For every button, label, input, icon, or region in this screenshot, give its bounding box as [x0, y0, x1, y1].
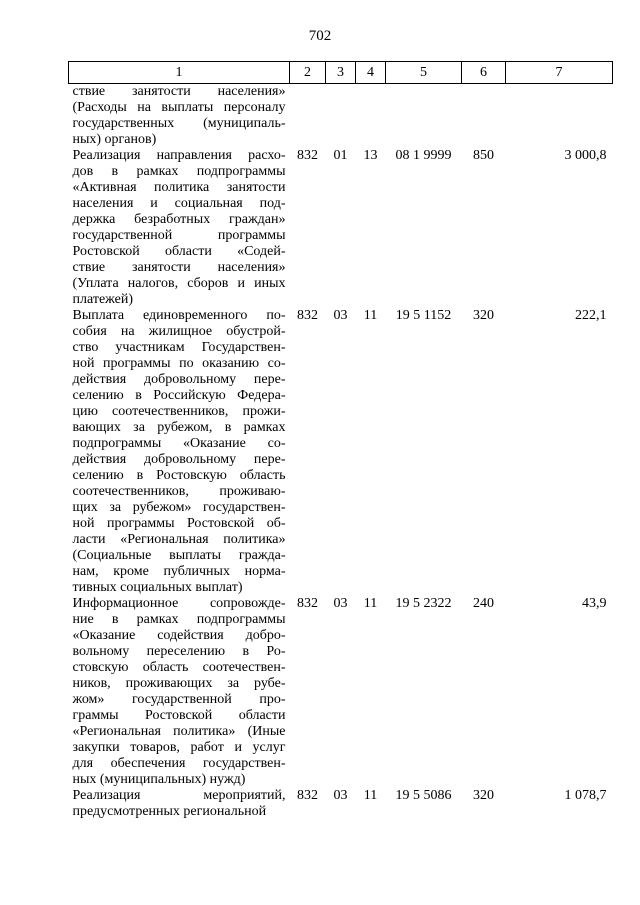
- row-description: [69, 596, 290, 788]
- description-line: селению в Ростовскую область: [72, 468, 286, 483]
- description-line: ных (муниципальных) нужд): [72, 772, 246, 787]
- cell-col-4: 11: [363, 308, 378, 323]
- cell-col-7: 43,9: [582, 596, 607, 611]
- header-col-6: 6: [462, 62, 506, 84]
- description-line: ние в рамках подпрограммы: [72, 612, 286, 627]
- description-line: ной программы по оказанию со-: [72, 356, 286, 371]
- row-description: [69, 788, 290, 820]
- table-row: [69, 148, 613, 308]
- description-line: ласти «Региональная политика»: [72, 532, 286, 547]
- cell-col-6: 240: [473, 596, 494, 611]
- description-line: «Региональная политика» (Иные: [72, 724, 286, 739]
- cell-col-4: 11: [363, 788, 378, 803]
- header-col-7: 7: [506, 62, 613, 84]
- cell-col-6: [462, 84, 506, 149]
- header-col-3: 3: [326, 62, 356, 84]
- cell-col-2: 832: [297, 148, 318, 163]
- cell-col-6: 320: [473, 788, 494, 803]
- description-line: держка безработных граждан»: [72, 212, 286, 227]
- description-line: «Оказание содействия добро-: [72, 628, 286, 643]
- cell-col-4: 11: [363, 596, 378, 611]
- description-line: ных) органов): [72, 132, 157, 147]
- table-body: [69, 84, 613, 821]
- cell-col-3: 03: [333, 308, 348, 323]
- cell-col-2: 832: [297, 788, 318, 803]
- description-line: (Уплата налогов, сборов и иных: [72, 276, 286, 291]
- description-line: ников, проживающих за рубе-: [72, 676, 286, 691]
- table-row: [69, 596, 613, 788]
- description-line: действия добровольному пере-: [72, 452, 286, 467]
- description-line: Информационное сопровожде-: [72, 596, 286, 611]
- cell-col-3: 01: [333, 148, 348, 163]
- cell-col-6: 850: [473, 148, 494, 163]
- description-line: щих за рубежом» государствен-: [72, 500, 286, 515]
- cell-col-2: 832: [297, 596, 318, 611]
- description-line: жом» государственной про-: [72, 692, 286, 707]
- description-line: государственной программы: [72, 228, 286, 243]
- description-line: закупки товаров, работ и услуг: [72, 740, 286, 755]
- description-line: ствие занятости населения»: [72, 84, 286, 99]
- description-line: действия добровольному пере-: [72, 372, 286, 387]
- description-line: населения и социальная под-: [72, 196, 286, 211]
- description-line: (Социальные выплаты гражда-: [72, 548, 286, 563]
- cell-col-7: 222,1: [575, 308, 607, 323]
- header-col-1: 1: [69, 62, 290, 84]
- description-line: предусмотренных региональной: [72, 804, 267, 819]
- page-number: 702: [308, 28, 332, 44]
- cell-col-3: 03: [333, 596, 348, 611]
- description-line: «Активная политика занятости: [72, 180, 286, 195]
- table-row: [69, 308, 613, 596]
- description-line: нам, кроме публичных норма-: [72, 564, 286, 579]
- cell-col-5: 08 1 9999: [395, 148, 452, 163]
- description-line: Выплата единовременного по-: [72, 308, 286, 323]
- cell-col-5: 19 5 1152: [395, 308, 452, 323]
- header-col-2: 2: [290, 62, 326, 84]
- description-line: граммы Ростовской области: [72, 708, 286, 723]
- cell-col-2: 832: [297, 308, 318, 323]
- cell-col-7: 1 078,7: [564, 788, 607, 803]
- cell-col-7: 3 000,8: [564, 148, 607, 163]
- table-row: [69, 84, 613, 149]
- description-line: селению в Российскую Федера-: [72, 388, 286, 403]
- description-line: для обеспечения государствен-: [72, 756, 286, 771]
- cell-col-6: 320: [473, 308, 494, 323]
- description-line: Реализация мероприятий,: [72, 788, 286, 803]
- cell-col-3: 03: [333, 788, 348, 803]
- table-header-row: [69, 62, 613, 84]
- description-line: ной программы Ростовской об-: [72, 516, 286, 531]
- description-line: Ростовской области «Содей-: [72, 244, 286, 259]
- description-line: собия на жилищное обустрой-: [72, 324, 286, 339]
- cell-col-5: [386, 84, 462, 149]
- description-line: вающих за рубежом, в рамках: [72, 420, 286, 435]
- description-line: дов в рамках подпрограммы: [72, 164, 286, 179]
- description-line: подпрограммы «Оказание со-: [72, 436, 286, 451]
- description-line: соотечественников, проживаю-: [72, 484, 286, 499]
- description-line: стовскую область соотечествен-: [72, 660, 286, 675]
- header-col-4: 4: [356, 62, 386, 84]
- cell-col-2: [290, 84, 326, 149]
- cell-col-4: [356, 84, 386, 149]
- cell-col-3: [326, 84, 356, 149]
- row-description: [69, 148, 290, 308]
- table-row: [69, 788, 613, 820]
- cell-col-7: [506, 84, 613, 149]
- description-line: государственных (муниципаль-: [72, 116, 286, 131]
- description-line: ство участникам Государствен-: [72, 340, 286, 355]
- budget-table: [68, 61, 613, 820]
- description-line: платежей): [72, 292, 134, 307]
- description-line: (Расходы на выплаты персоналу: [72, 100, 286, 115]
- cell-col-5: 19 5 5086: [395, 788, 452, 803]
- description-line: ствие занятости населения»: [72, 260, 286, 275]
- description-line: цию соотечественников, прожи-: [72, 404, 286, 419]
- header-col-5: 5: [386, 62, 462, 84]
- row-description: [69, 84, 290, 149]
- description-line: тивных социальных выплат): [72, 580, 243, 595]
- description-line: вольному переселению в Ро-: [72, 644, 286, 659]
- description-line: Реализация направления расхо-: [72, 148, 286, 163]
- cell-col-4: 13: [363, 148, 378, 163]
- cell-col-5: 19 5 2322: [395, 596, 452, 611]
- row-description: [69, 308, 290, 596]
